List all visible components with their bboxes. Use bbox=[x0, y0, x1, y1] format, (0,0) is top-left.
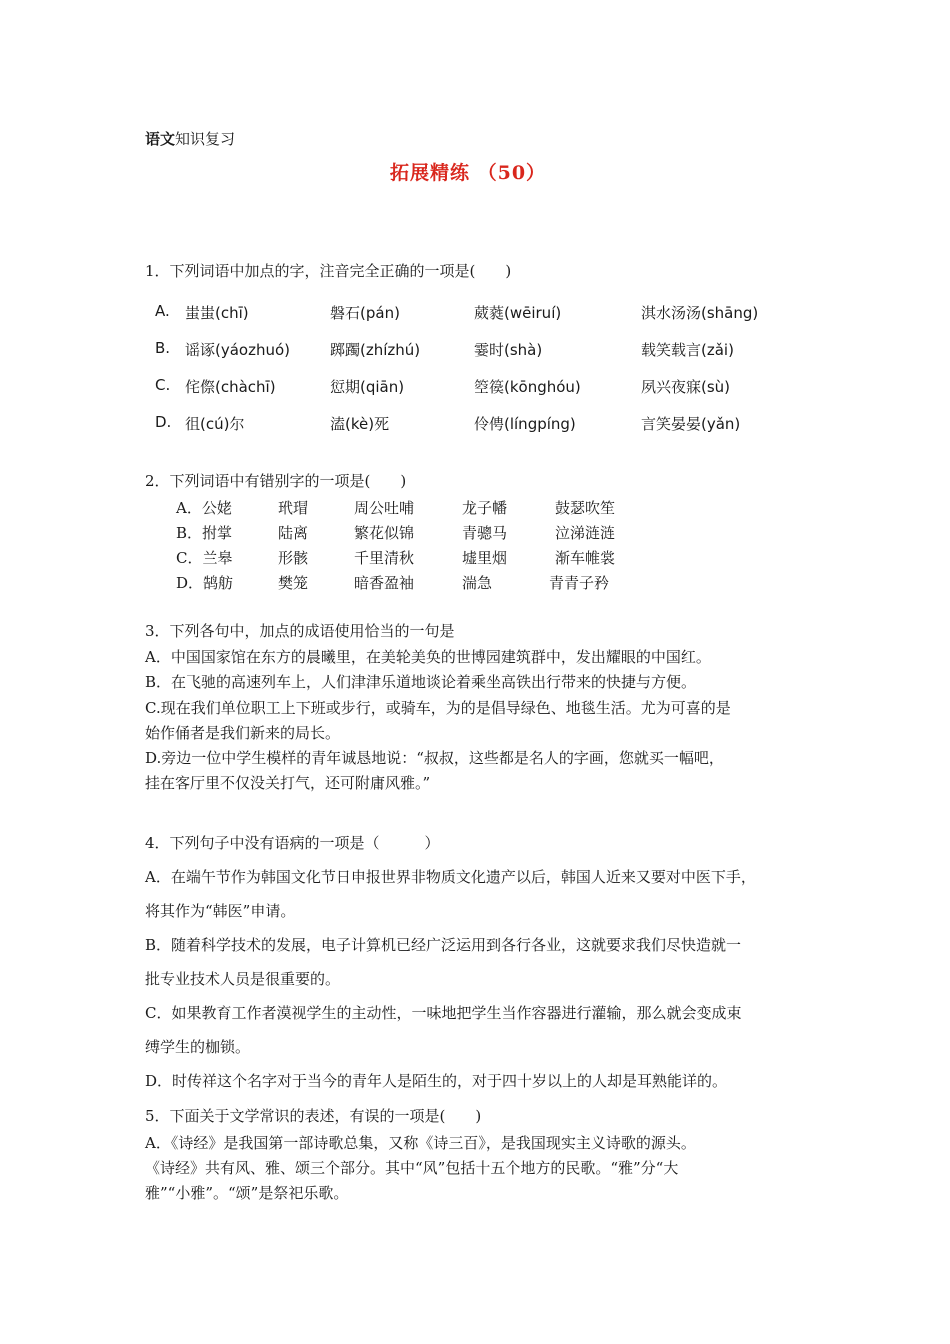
q1-opt-d-4: 言笑晏晏(yǎn) bbox=[641, 415, 741, 433]
q5-option-a-line2: 《诗经》共有风、雅、颂三个部分。其中“风”包括十五个地方的民歌。“雅”分“大 bbox=[145, 1159, 679, 1177]
q2-c-2: 形骸 bbox=[278, 549, 309, 567]
q2-d-3: 暗香盈袖 bbox=[354, 574, 415, 592]
q1-opt-a-1: 蚩蚩(chī) bbox=[185, 304, 249, 322]
q5-option-a-line3: 雅”“小雅”。“颂”是祭祀乐歌。 bbox=[145, 1184, 349, 1202]
q1-opt-d-3: 伶俜(língpíng) bbox=[474, 415, 576, 433]
q2-a-3: 周公吐哺 bbox=[354, 499, 415, 517]
q2-c-4: 墟里烟 bbox=[462, 549, 508, 567]
q1-opt-b-3: 霎时(shà) bbox=[474, 341, 543, 359]
q2-a-4: 龙子幡 bbox=[462, 499, 508, 517]
q2-b-5: 泣涕涟涟 bbox=[555, 524, 616, 542]
q1-opt-d-1: 徂(cú)尔 bbox=[185, 415, 245, 433]
q5-stem: 5．下面关于文学常识的表述，有误的一项是( ) bbox=[145, 1107, 482, 1125]
q4-stem: 4．下列句子中没有语病的一项是（ ） bbox=[145, 834, 440, 852]
q1-opt-b-2: 踯躅(zhízhú) bbox=[330, 341, 421, 359]
q3-option-c-line2: 始作俑者是我们新来的局长。 bbox=[145, 724, 341, 742]
q1-opt-a-2: 磐石(pán) bbox=[330, 304, 400, 322]
q4-option-a-line2: 将其作为“韩医”申请。 bbox=[145, 902, 296, 920]
q3-option-c-line1: C.现在我们单位职工上下班或步行，或骑车，为的是倡导绿色、地毯生活。尤为可喜的是 bbox=[145, 699, 731, 717]
q1-opt-b-4: 载笑载言(zǎi) bbox=[641, 341, 734, 359]
q1-opt-b-label: B. bbox=[155, 339, 171, 357]
q3-option-b: B．在飞驰的高速列车上，人们津津乐道地谈论着乘坐高铁出行带来的快捷与方便。 bbox=[145, 673, 697, 691]
q2-c-5: 渐车帷裳 bbox=[555, 549, 616, 567]
page-title: 拓展精练 （50） bbox=[390, 162, 547, 184]
q5-option-a-line1: A．《诗经》是我国第一部诗歌总集，又称《诗三百》，是我国现实主义诗歌的源头。 bbox=[145, 1134, 696, 1152]
q2-a-5: 鼓瑟吹笙 bbox=[555, 499, 616, 517]
q2-stem: 2．下列词语中有错别字的一项是( ) bbox=[145, 472, 407, 490]
q1-opt-c-1: 侘傺(chàchī) bbox=[185, 378, 276, 396]
q3-option-d-line1: D.旁边一位中学生模样的青年诚恳地说：“叔叔，这些都是名人的字画，您就买一幅吧， bbox=[145, 749, 724, 767]
q1-opt-c-label: C. bbox=[155, 376, 171, 394]
q2-b-3: 繁花似锦 bbox=[354, 524, 415, 542]
subject-rest: 知识复习 bbox=[175, 130, 236, 148]
q2-d-1: D．鹄舫 bbox=[176, 574, 234, 592]
q1-opt-a-3: 葳蕤(wēiruí) bbox=[474, 304, 562, 322]
q3-stem: 3．下列各句中，加点的成语使用恰当的一句是 bbox=[145, 622, 455, 640]
q2-d-4: 湍急 bbox=[462, 574, 493, 592]
q2-b-1: B．拊掌 bbox=[176, 524, 233, 542]
q2-b-4: 青骢马 bbox=[462, 524, 508, 542]
q1-stem: 1．下列词语中加点的字，注音完全正确的一项是( ) bbox=[145, 262, 512, 280]
q2-a-1: A．公姥 bbox=[176, 499, 232, 517]
q2-d-2: 樊笼 bbox=[278, 574, 309, 592]
q4-option-b-line2: 批专业技术人员是很重要的。 bbox=[145, 970, 341, 988]
q2-c-3: 千里清秋 bbox=[354, 549, 415, 567]
q1-opt-a-4: 淇水汤汤(shāng) bbox=[641, 304, 759, 322]
q1-opt-a-label: A. bbox=[155, 302, 170, 320]
q1-opt-d-label: D. bbox=[155, 413, 172, 431]
q4-option-c-line2: 缚学生的枷锁。 bbox=[145, 1038, 251, 1056]
q4-option-c-line1: C．如果教育工作者漠视学生的主动性，一味地把学生当作容器进行灌输，那么就会变成束 bbox=[145, 1004, 742, 1022]
q2-b-2: 陆离 bbox=[278, 524, 309, 542]
q1-opt-d-2: 溘(kè)死 bbox=[330, 415, 390, 433]
q4-option-b-line1: B．随着科学技术的发展，电子计算机已经广泛运用到各行各业，这就要求我们尽快造就一 bbox=[145, 936, 742, 954]
q1-opt-c-4: 夙兴夜寐(sù) bbox=[641, 378, 731, 396]
q3-option-d-line2: 挂在客厅里不仅没关打气，还可附庸风雅。” bbox=[145, 774, 431, 792]
q2-d-5: 青青子矜 bbox=[549, 574, 610, 592]
q1-opt-c-2: 愆期(qiān) bbox=[330, 378, 405, 396]
q2-c-1: C．兰皋 bbox=[176, 549, 233, 567]
subject-bold: 语文 bbox=[145, 130, 176, 148]
q1-opt-c-3: 箜篌(kōnghóu) bbox=[474, 378, 581, 396]
subject-header bbox=[145, 128, 235, 149]
q2-a-2: 玳瑁 bbox=[278, 499, 309, 517]
q4-option-d: D．时传祥这个名字对于当今的青年人是陌生的，对于四十岁以上的人却是耳熟能详的。 bbox=[145, 1072, 728, 1090]
q1-opt-b-1: 谣诼(yáozhuó) bbox=[185, 341, 291, 359]
q3-option-a: A．中国国家馆在东方的晨曦里，在美轮美奂的世博园建筑群中，发出耀眼的中国红。 bbox=[145, 648, 711, 666]
q4-option-a-line1: A．在端午节作为韩国文化节日申报世界非物质文化遗产以后，韩国人近来又要对中医下手， bbox=[145, 868, 756, 886]
